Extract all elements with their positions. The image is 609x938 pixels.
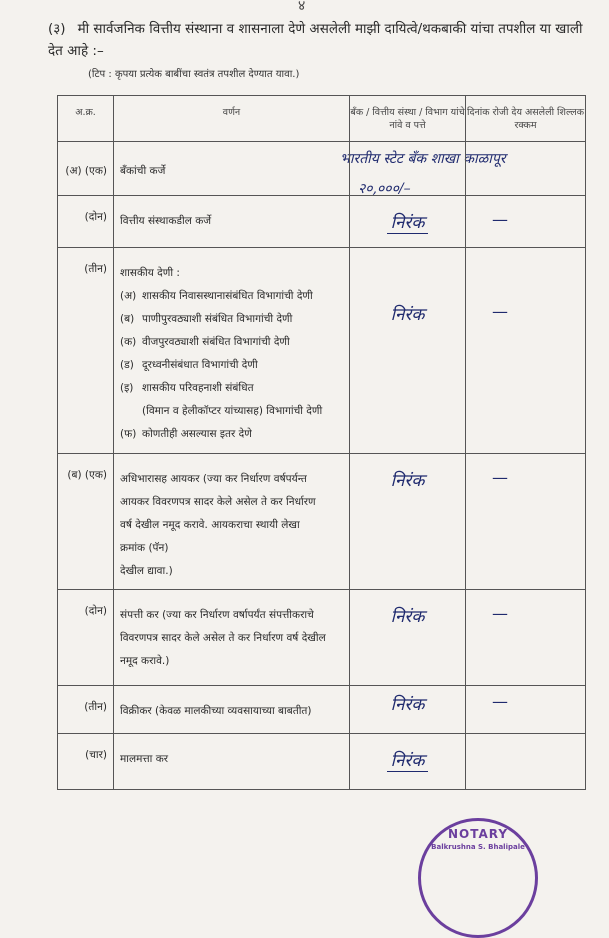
header-description: वर्णन	[114, 96, 350, 142]
stamp-title: NOTARY	[447, 827, 509, 841]
row-description: मालमत्ता कर	[114, 734, 350, 790]
header-bank: बँक / वित्तीय संस्था / विभाग यांचे नांवे व पत्ते	[350, 96, 466, 142]
table-row	[58, 454, 586, 590]
row-description-line: देखील द्यावा.)	[120, 565, 173, 577]
row-index: (चार)	[58, 734, 114, 790]
table-header-row	[58, 96, 586, 142]
table-row	[58, 734, 586, 790]
handwritten-nil: निरंक	[387, 210, 429, 234]
handwritten-dash: —	[466, 248, 586, 454]
list-item: (इ) शासकीय परिवहनाशी संबंधित	[120, 382, 254, 394]
row-description-line: नमूद करावे.)	[120, 655, 170, 667]
row-description-line: वर्ष देखील नमूद करावे. आयकराचा स्थायी लेखा	[120, 519, 300, 531]
bank-name-handwritten: भारतीय स्टेट बँक शाखा काळापूर	[340, 151, 506, 167]
header-amount: दिनांक रोजी देय असलेली शिल्लक रक्कम	[466, 96, 586, 142]
row-description-line: संपत्ती कर (ज्या कर निर्धारण वर्षापर्यंत संपत्तीकराचे	[120, 609, 314, 621]
loan-amount-handwritten: २०,०००/–	[358, 181, 411, 197]
notary-stamp	[418, 818, 538, 938]
handwritten-dash: —	[466, 686, 586, 734]
row-description-line: आयकर विवरणपत्र सादर केले असेल ते कर निर्धारण	[120, 496, 316, 508]
row-index: (तीन)	[58, 686, 114, 734]
table-row	[58, 590, 586, 686]
stamp-name: Balkrushna S. Bhalipale	[431, 843, 525, 851]
row-index: (तीन)	[58, 248, 114, 454]
table-row	[58, 196, 586, 248]
section-number: (३)	[48, 21, 66, 37]
row-description-line: क्रमांक (पॅन)	[120, 542, 169, 554]
row-index: (ब) (एक)	[58, 454, 114, 590]
list-item: (क) वीजपुरवठ्याशी संबंधित विभागांची देणी	[120, 336, 290, 348]
list-item: (ब) पाणीपुरवठ्याशी संबंधित विभागांची देणी	[120, 313, 293, 325]
row-index: (अ) (एक)	[58, 142, 114, 196]
handwritten-nil: निरंक	[387, 748, 429, 772]
section-heading	[48, 18, 588, 62]
table-row	[58, 686, 586, 734]
liabilities-table	[57, 95, 586, 790]
row-description: विक्रीकर (केवळ मालकीच्या व्यवसायाच्या बाबतीत)	[114, 686, 350, 734]
handwritten-dash: —	[466, 454, 586, 590]
row-description: बँकांची कर्जे	[114, 142, 350, 196]
row-description: वित्तीय संस्थाकडील कर्जे	[114, 196, 350, 248]
list-item: (ड) दूरध्वनीसंबंधात विभागांची देणी	[120, 359, 258, 371]
page-number: ४	[298, 0, 306, 14]
table-row	[58, 248, 586, 454]
handwritten-nil: निरंक	[390, 305, 425, 325]
row-description-line: विवरणपत्र सादर केले असेल ते कर निर्धारण वर्ष देखील	[120, 632, 326, 644]
row-description: शासकीय देणी :	[120, 267, 180, 279]
row-index: (दोन)	[58, 590, 114, 686]
row-description-line: अधिभारासह आयकर (ज्या कर निर्धारण वर्षपर्यन्त	[120, 473, 307, 485]
row-index: (दोन)	[58, 196, 114, 248]
section-note: (टिप : कृपया प्रत्येक बाबींचा स्वतंत्र तपशील देण्यात यावा.)	[88, 69, 300, 80]
table-row	[58, 142, 586, 196]
handwritten-nil: निरंक	[390, 607, 425, 627]
section-heading-text: मी सार्वजनिक वित्तीय संस्थाना व शासनाला देणे असलेली माझी दायित्वे/थकबाकी यांचा तपशील या खाली देत आहे :–	[48, 21, 583, 59]
handwritten-dash	[466, 734, 586, 790]
handwritten-nil: निरंक	[390, 695, 425, 715]
handwritten-dash: —	[466, 590, 586, 686]
list-item: (अ) शासकीय निवासस्थानासंबंधित विभागांची देणी	[120, 290, 313, 302]
header-index: अ.क्र.	[58, 96, 114, 142]
list-item: (विमान व हेलीकॉप्टर यांच्यासह) विभागांची देणी	[142, 405, 323, 417]
handwritten-dash: —	[466, 196, 586, 248]
handwritten-nil: निरंक	[390, 471, 425, 491]
list-item: (फ) कोणतीही असल्यास इतर देणे	[120, 428, 252, 440]
